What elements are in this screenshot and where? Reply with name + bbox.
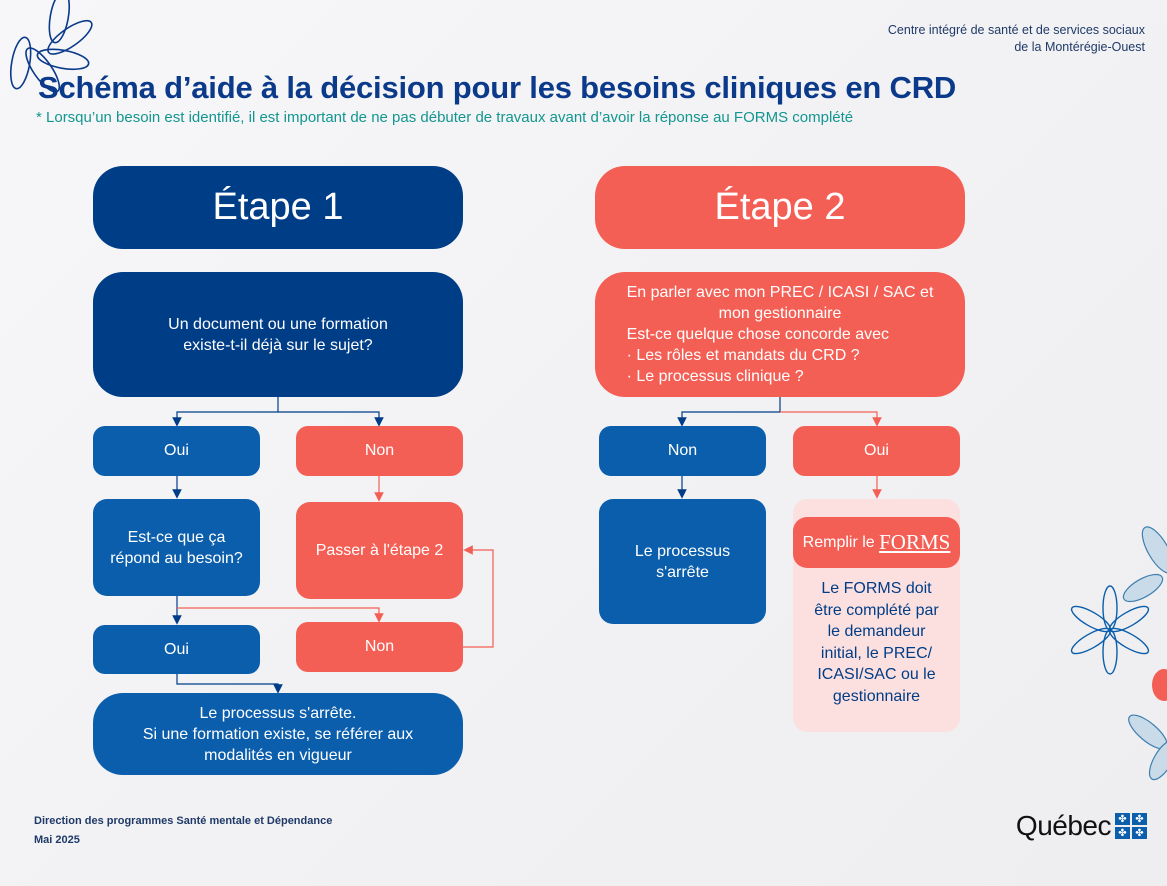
step1-followup-line-2: répond au besoin?	[110, 549, 243, 567]
step1-header	[93, 166, 463, 249]
step1-followup-line-1: Est-ce que ça	[127, 528, 226, 546]
step1-no-box	[296, 426, 463, 476]
step1-yes2-label: Oui	[164, 640, 189, 658]
organization-line-1: Centre intégré de santé et de services sociaux	[887, 23, 1145, 37]
step2-no-box	[599, 426, 766, 476]
step1-question-line-2: existe-t-il déjà sur le sujet?	[183, 336, 373, 354]
step1-title: Étape 1	[212, 186, 344, 228]
step2-stop-line-2: s'arrête	[656, 563, 709, 581]
step1-end-line-2: Si une formation existe, se référer aux	[142, 725, 414, 743]
step2-no-label: Non	[667, 442, 698, 459]
step2-title: Étape 2	[714, 186, 846, 228]
fleur-de-lys-flag-icon: ✤ ✤ ✤ ✤	[1115, 813, 1147, 839]
step1-end-line-3: modalités en vigueur	[204, 746, 352, 764]
quebec-logo-text: Québec	[1015, 810, 1111, 841]
step2-fill-forms-box	[793, 517, 960, 568]
step1-end-line-1: Le processus s'arrête.	[199, 704, 357, 722]
step1-goto-step2-box	[296, 502, 463, 599]
step1-followup-question	[93, 499, 260, 596]
forms-note-line-5: ICASI/SAC ou le	[817, 666, 936, 683]
forms-note-line-3: le demandeur	[827, 623, 926, 640]
step1-end-box	[93, 693, 463, 775]
step2-question-line-1: En parler avec mon PREC / ICASI / SAC et	[626, 284, 934, 301]
step2-question-line-4: · Les rôles et mandats du CRD ?	[626, 347, 860, 364]
organization-line-2: de la Montérégie-Ouest	[1014, 40, 1145, 54]
step2-question-line-2: mon gestionnaire	[718, 305, 842, 322]
forms-note-line-6: gestionnaire	[832, 687, 921, 705]
step1-yes-box	[93, 426, 260, 476]
step2-forms-note	[793, 578, 960, 707]
step1-yes-label: Oui	[164, 442, 189, 459]
step1-goto-step2-label: Passer à l'étape 2	[315, 542, 444, 559]
step2-question	[595, 272, 965, 397]
step1-no2-label: Non	[364, 638, 395, 655]
footer-direction: Direction des programmes Santé mentale et Dépendance	[34, 815, 333, 827]
step2-question-line-5: · Le processus clinique ?	[626, 368, 804, 385]
page-subtitle: * Lorsqu’un besoin est identifié, il est important de ne pas débuter de travaux avant d’avoir la réponse au FORMS complété	[36, 109, 854, 126]
footer-date: Mai 2025	[34, 834, 80, 846]
page-title: Schéma d’aide à la décision pour les besoins cliniques en CRD	[38, 70, 957, 105]
step2-fill-prefix: Remplir le	[802, 533, 880, 551]
step2-yes-box	[793, 426, 960, 476]
step2-stop-line-1: Le processus	[634, 542, 731, 560]
forms-note-line-1: Le FORMS doit	[821, 580, 932, 597]
quebec-logo	[1016, 810, 1147, 842]
forms-link[interactable]: FORMS	[879, 530, 951, 554]
footer	[34, 812, 332, 850]
step1-no2-box	[296, 622, 463, 672]
step1-question	[93, 272, 463, 397]
step2-stop-box	[599, 499, 766, 624]
step2-header	[595, 166, 965, 249]
step1-question-line-1: Un document ou une formation	[168, 315, 388, 333]
forms-note-line-4: initial, le PREC/	[820, 644, 933, 662]
step2-question-line-3: Est-ce quelque chose concorde avec	[626, 326, 889, 343]
forms-note-line-2: être complété par	[814, 601, 939, 619]
step2-yes-label: Oui	[864, 442, 889, 459]
step1-no-label: Non	[364, 442, 395, 459]
step1-yes2-box	[93, 625, 260, 674]
